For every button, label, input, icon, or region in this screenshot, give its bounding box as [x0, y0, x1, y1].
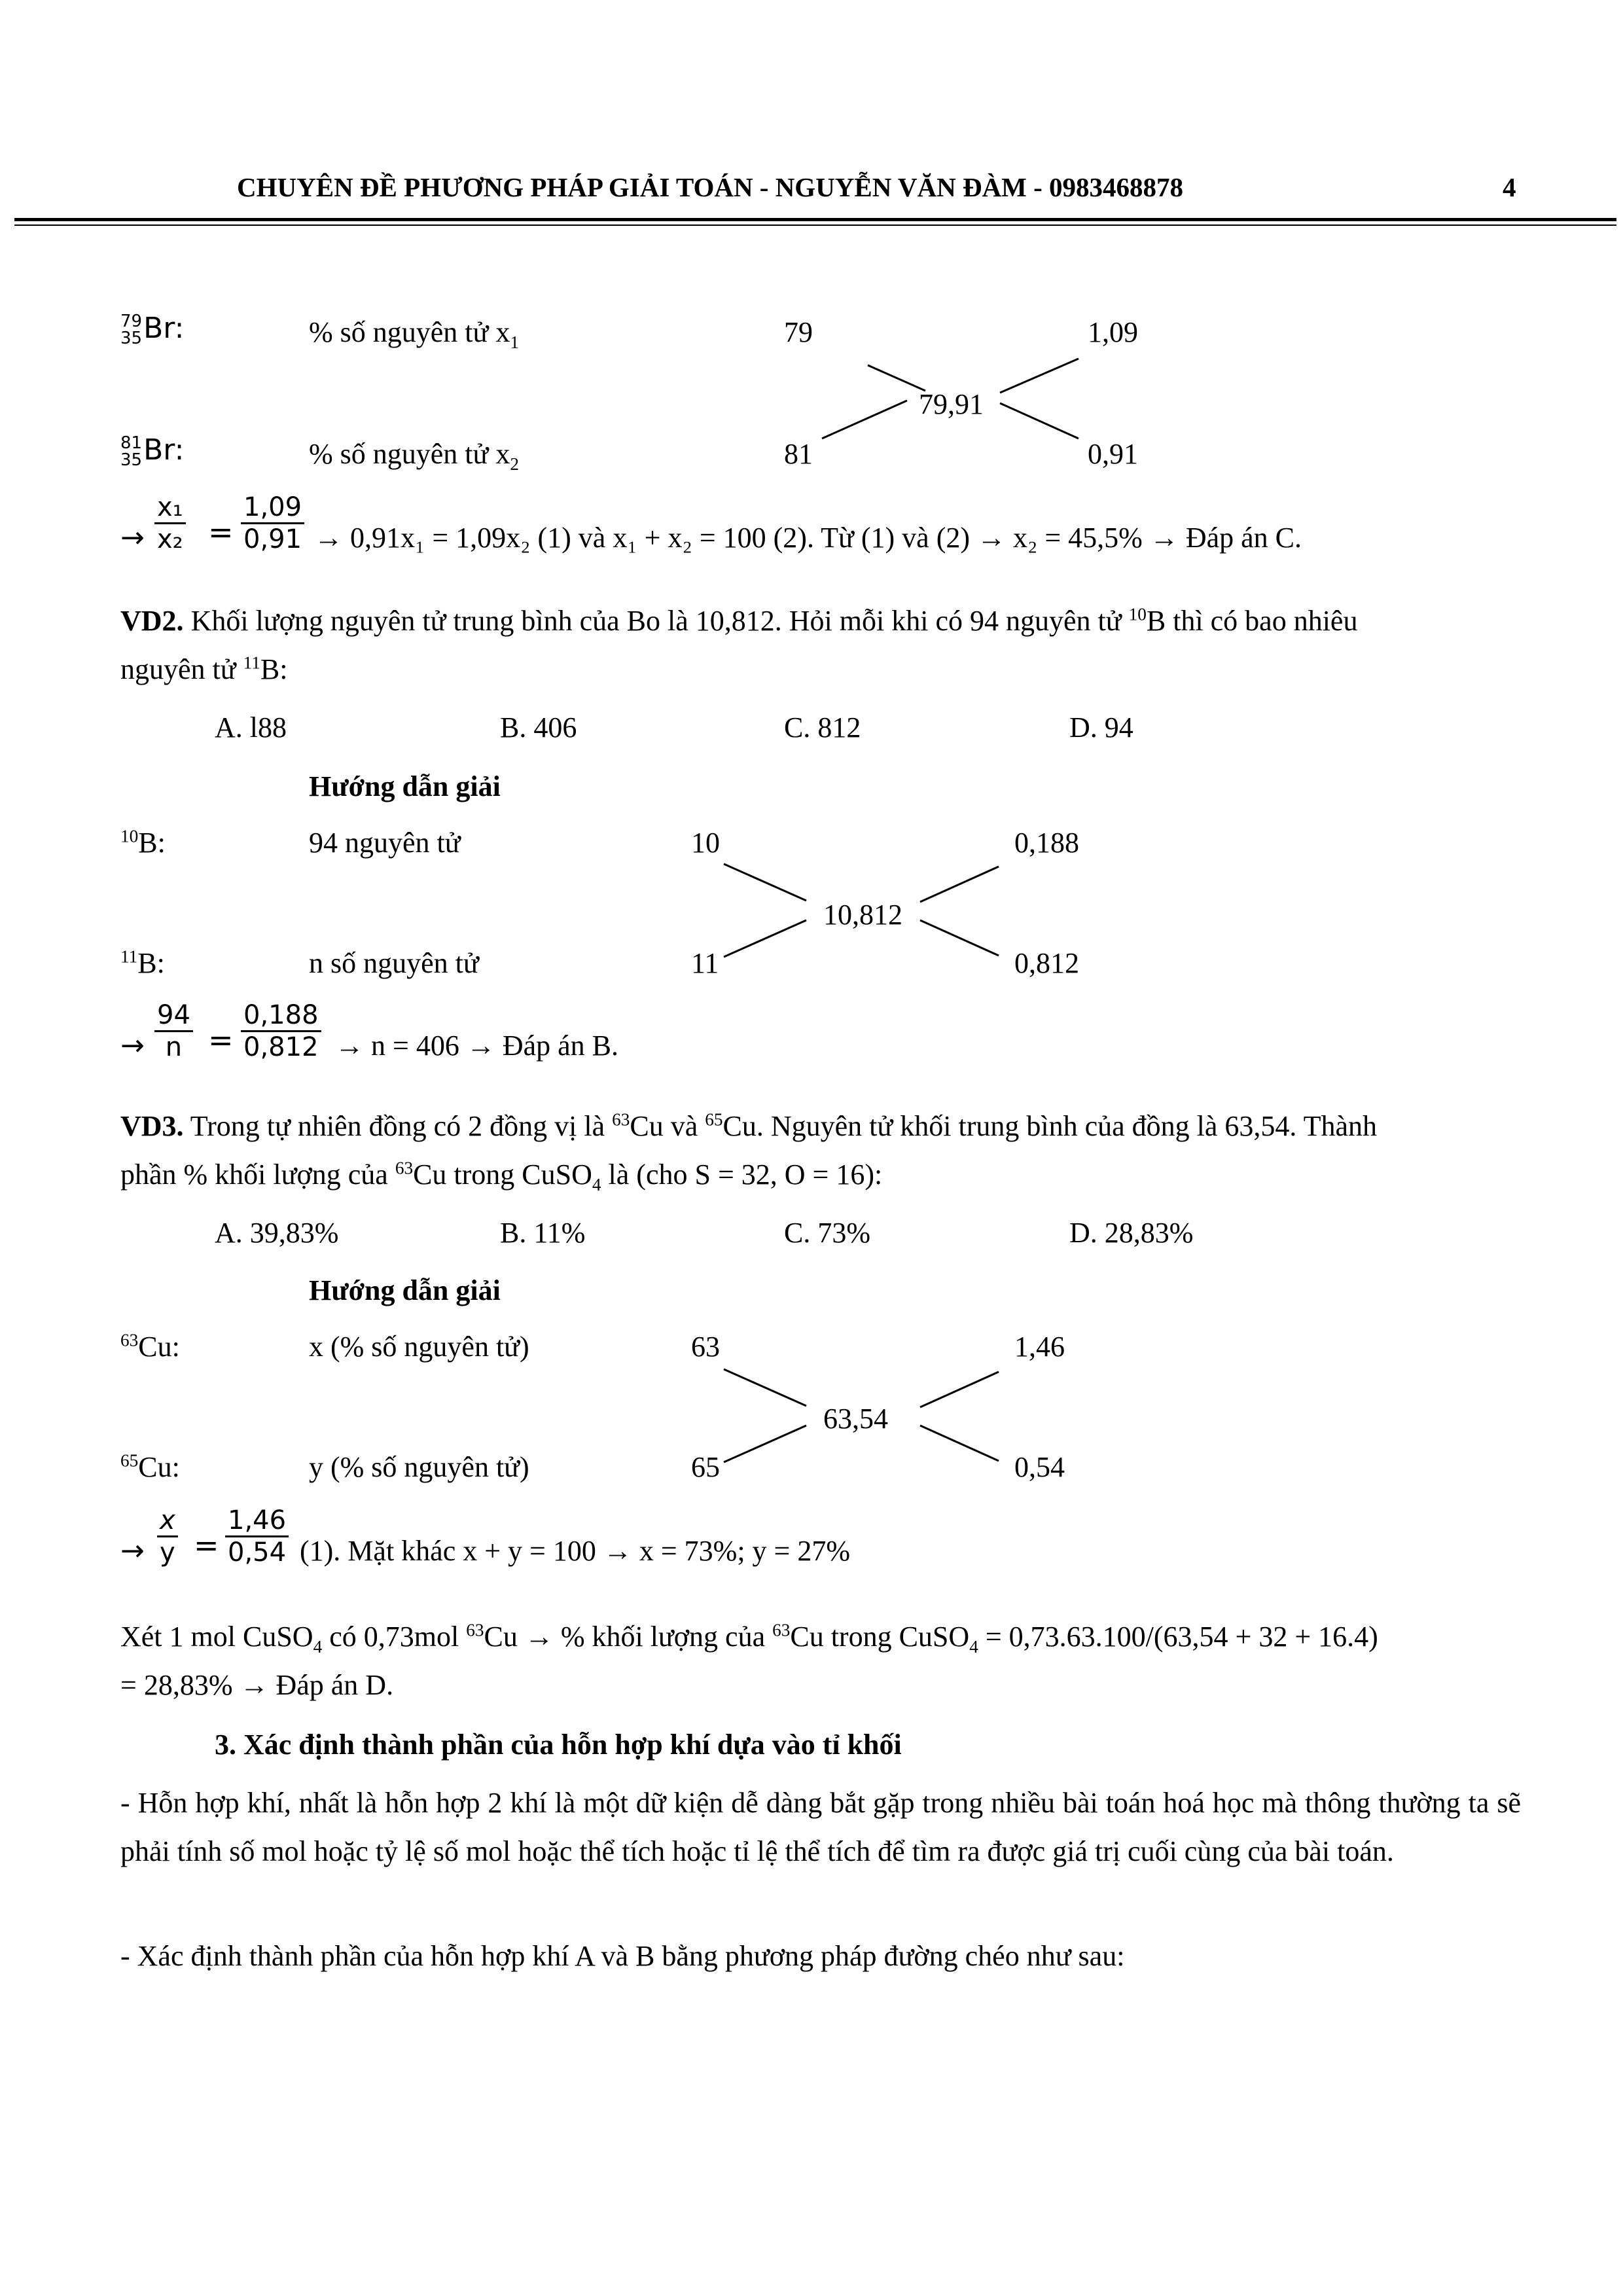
vd2-center-value: 10,812 [823, 899, 902, 931]
vd2-option-c: C. 812 [784, 711, 861, 744]
br-left-bottom: 81 [784, 438, 813, 470]
equals-sign: = [208, 514, 234, 550]
section3-paragraph-2: - Xác định thành phần của hỗn hợp khí A và B bằng phương pháp đường chéo như sau: [120, 1940, 1125, 1972]
vd3-option-d: D. 28,83% [1069, 1217, 1194, 1249]
vd3-option-b: B. 11% [500, 1217, 586, 1249]
vd3-center-value: 63,54 [823, 1403, 888, 1435]
vd2-option-d: D. 94 [1069, 711, 1133, 744]
vd3-cu65-label: y (% số nguyên tử) [309, 1451, 529, 1483]
vd2-isotope-b10: $^{10}$B: [120, 826, 166, 859]
page-header-title: CHUYÊN ĐỀ PHƯƠNG PHÁP GIẢI TOÁN - NGUYỄN VĂN ĐÀM - 0983468878 [237, 172, 1184, 202]
equals-sign: = [194, 1528, 219, 1563]
vd3-guide-heading: Hướng dẫn giải [309, 1274, 501, 1306]
section3-paragraph-1: - Hỗn hợp khí, nhất là hỗn hợp 2 khí là một dữ kiện dễ dàng bắt gặp trong nhiều bài toán hoá học mà thông thường ta sẽ phải tính số mol hoặc tỷ lệ số mol hoặc thể tích hoặc tỉ lệ thể tích để tìm ra được giá trị cuối cùng của bài toán. [120, 1787, 1521, 1867]
br-fraction-value: $\frac{1,09}{0,91}$ [241, 492, 304, 554]
br-right-top: 1,09 [1088, 316, 1138, 348]
br-result: → 0,91x₁ = 1,09x₂ (1) và x₁ + x₂ = 100 (2). Từ (1) và (2) → x₂ = 45,5% → Đáp án C. [314, 522, 1302, 554]
isotope-br79: 79 35Br: [120, 312, 185, 348]
vd3-left-bottom: 65 [691, 1451, 720, 1483]
vd3-right-bottom: 0,54 [1014, 1451, 1065, 1483]
br81-label: % số nguyên tử $x_2$ [309, 438, 520, 474]
vd3-fraction-xy: $\frac{x}{y}$ [157, 1505, 178, 1568]
vd2-right-top: 0,188 [1014, 827, 1079, 859]
vd2-left-top: 10 [691, 827, 720, 859]
vd3-isotope-cu65: $^{65}$Cu: [120, 1450, 180, 1483]
isotope-br81: 81 35Br: [120, 433, 185, 470]
vd3-option-a: A. 39,83% [215, 1217, 339, 1249]
br79-label: % số nguyên tử $x_1$ [309, 316, 520, 352]
vd3-calculation: Xét 1 mol CuSO$_4$ có 0,73mol $^{63}$Cu → % khối lượng của $^{63}$Cu trong CuSO$_4$ = 0,73.63.100/(63,54 + 32 + 16.4) = 28,83% → Đáp án D. [120, 1620, 1378, 1701]
vd2-option-a: A. l88 [215, 711, 287, 744]
vd2-result: → n = 406 → Đáp án B. [335, 1030, 618, 1062]
arrow-icon: → [120, 521, 145, 554]
vd2-right-bottom: 0,812 [1014, 947, 1079, 979]
vd3-result: (1). Mặt khác x + y = 100 → x = 73%; y = 27% [300, 1535, 851, 1567]
equals-sign: = [208, 1022, 234, 1058]
vd3-right-top: 1,46 [1014, 1331, 1065, 1363]
vd3-question: VD3. Trong tự nhiên đồng có 2 đồng vị là $^{63}$Cu và $^{65}$Cu. Nguyên tử khối trung bình của đồng là 63,54. Thành phần % khối lượng của $^{63}$Cu trong CuSO$_4$ là (cho S = 32, O = 16): [120, 1109, 1378, 1194]
vd2-b10-label: 94 nguyên tử [309, 827, 461, 859]
vd3-isotope-cu63: $^{63}$Cu: [120, 1330, 180, 1363]
page-number: 4 [1503, 172, 1516, 202]
arrow-icon: → [120, 1029, 145, 1062]
arrow-icon: → [120, 1534, 145, 1568]
vd2-guide-heading: Hướng dẫn giải [309, 770, 501, 802]
vd2-isotope-b11: $^{11}$B: [120, 946, 165, 979]
vd3-cu63-label: x (% số nguyên tử) [309, 1331, 529, 1363]
vd3-option-c: C. 73% [784, 1217, 870, 1249]
br-left-top: 79 [784, 316, 813, 348]
section3-heading: 3. Xác định thành phần của hỗn hợp khí dựa vào tỉ khối [215, 1729, 902, 1761]
vd2-left-bottom: 11 [691, 947, 719, 979]
vd2-fraction-94n: $\frac{94}{n}$ [154, 1000, 193, 1062]
vd2-question: VD2. Khối lượng nguyên tử trung bình của Bo là 10,812. Hỏi mỗi khi có 94 nguyên tử $^{10}$B thì có bao nhiêu nguyên tử $^{11}$B: [120, 604, 1358, 685]
vd3-fraction-value: $\frac{1,46}{0,54}$ [225, 1505, 289, 1568]
vd2-option-b: B. 406 [500, 711, 577, 744]
br-fraction-x: $\frac{\text{x₁}}{\text{x₂}}$ [154, 492, 186, 554]
br-right-bottom: 0,91 [1088, 438, 1138, 470]
vd2-b11-label: n số nguyên tử [309, 947, 479, 979]
br-center-value: 79,91 [919, 388, 984, 420]
vd2-fraction-value: $\frac{0,188}{0,812}$ [241, 1000, 321, 1062]
vd3-left-top: 63 [691, 1331, 720, 1363]
